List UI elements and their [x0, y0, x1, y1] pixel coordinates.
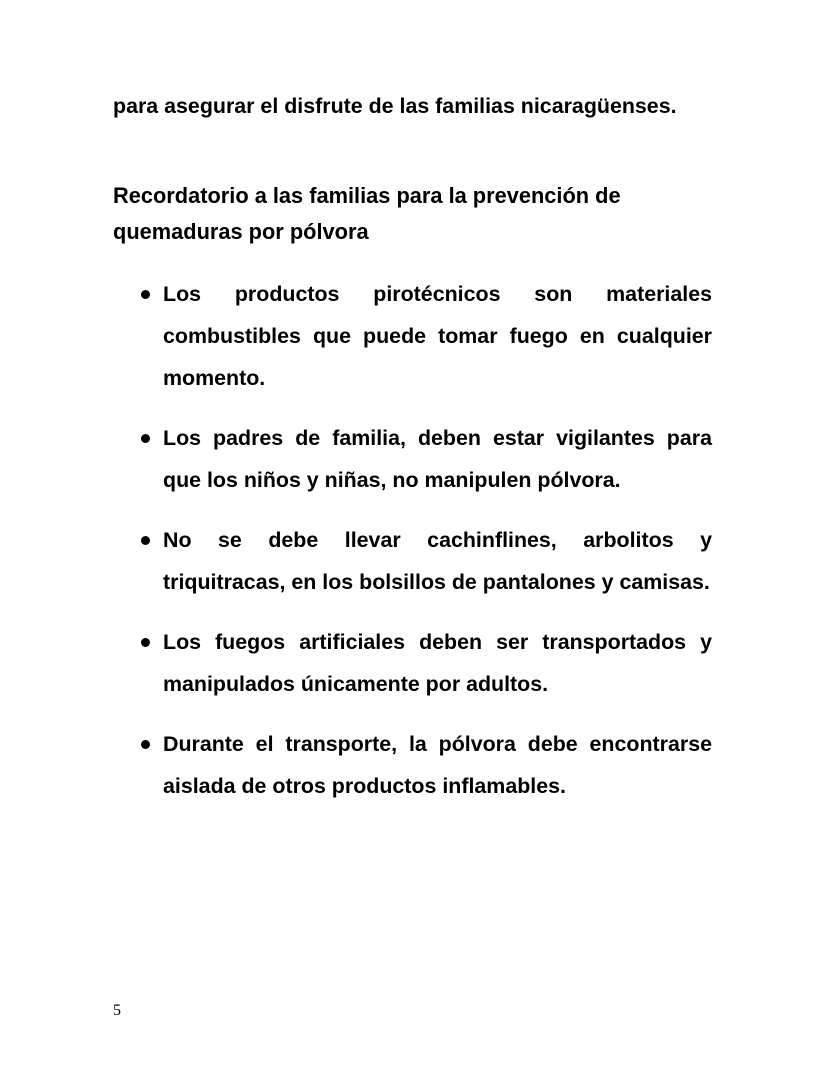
list-item-text: Durante el transporte, la pólvora debe encontrarse aislada de otros productos inflamables. [163, 732, 712, 798]
list-item [113, 273, 712, 399]
list-item [113, 723, 712, 807]
bullet-icon [141, 740, 150, 749]
bullet-icon [141, 290, 150, 299]
list-item-text: No se debe llevar cachinflines, arbolitos y triquitracas, en los bolsillos de pantalones y camisas. [163, 528, 712, 594]
list-item [113, 621, 712, 705]
page-number: 5 [113, 1002, 121, 1019]
bullet-icon [141, 536, 150, 545]
list-item [113, 519, 712, 603]
bullet-list [113, 273, 712, 807]
bullet-icon [141, 638, 150, 647]
list-item-text: Los productos pirotécnicos son materiales combustibles que puede tomar fuego en cualquier momento. [163, 282, 712, 390]
bullet-icon [141, 434, 150, 443]
list-item-text: Los fuegos artificiales deben ser transportados y manipulados únicamente por adultos. [163, 630, 712, 696]
intro-paragraph: para asegurar el disfrute de las familias nicaragüenses. [113, 94, 677, 118]
list-item-text: Los padres de familia, deben estar vigilantes para que los niños y niñas, no manipulen pólvora. [163, 426, 712, 492]
section-heading: Recordatorio a las familias para la prevención de quemaduras por pólvora [113, 183, 621, 244]
list-item [113, 417, 712, 501]
